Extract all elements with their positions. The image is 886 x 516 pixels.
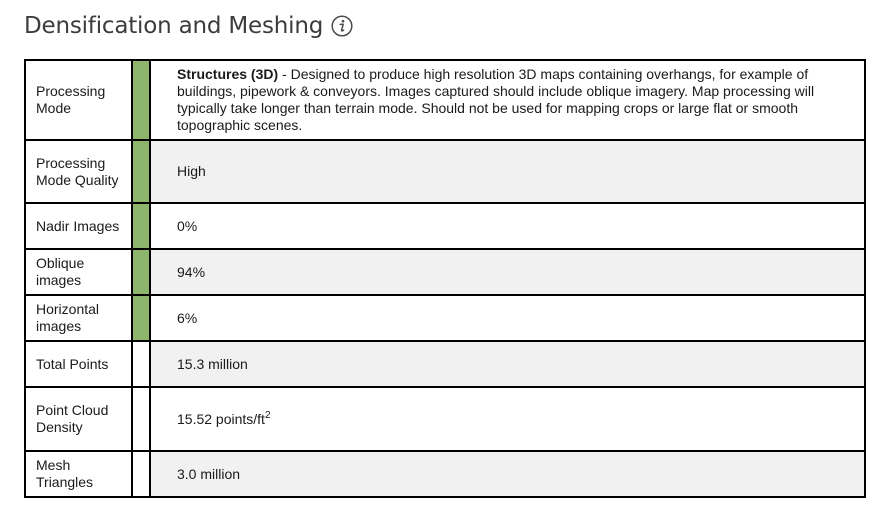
table-row: [25, 387, 865, 451]
row-marker: [132, 451, 150, 497]
processing-mode-description: - Designed to produce high resolution 3D maps containing overhangs, for example of buildings, pipework & conveyors. Images captured should include oblique imagery. Map processing will typically take longer than terrain mode. Should not be used for mapping crops or large flat or smooth topographic scenes.: [177, 66, 815, 133]
row-label: Point Cloud Density: [25, 387, 132, 451]
section-header: [24, 8, 353, 44]
row-marker: [132, 249, 150, 295]
row-label: Total Points: [25, 341, 132, 387]
row-value: High: [150, 140, 865, 203]
table-row: [25, 249, 865, 295]
density-value: 15.52 points/ft: [177, 410, 265, 427]
processing-mode-name: Structures (3D): [177, 66, 279, 82]
row-value: 94%: [150, 249, 865, 295]
table-row: [25, 203, 865, 249]
densification-table: [24, 59, 866, 498]
table-row: [25, 451, 865, 497]
row-value: 15.3 million: [150, 341, 865, 387]
row-value: [150, 60, 865, 140]
row-value: 0%: [150, 203, 865, 249]
row-marker: [132, 140, 150, 203]
table-row: [25, 60, 865, 140]
row-label: Nadir Images: [25, 203, 132, 249]
row-marker: [132, 295, 150, 341]
table-row: [25, 140, 865, 203]
info-icon[interactable]: [331, 15, 353, 37]
row-label: Oblique images: [25, 249, 132, 295]
row-label: Processing Mode: [25, 60, 132, 140]
row-value: 6%: [150, 295, 865, 341]
row-marker: [132, 387, 150, 451]
row-label: Mesh Triangles: [25, 451, 132, 497]
row-marker: [132, 60, 150, 140]
row-marker: [132, 203, 150, 249]
row-value: [150, 387, 865, 451]
table-row: [25, 295, 865, 341]
row-label: Processing Mode Quality: [25, 140, 132, 203]
table-row: [25, 341, 865, 387]
row-value: 3.0 million: [150, 451, 865, 497]
row-label: Horizontal images: [25, 295, 132, 341]
row-marker: [132, 341, 150, 387]
density-unit-exponent: 2: [264, 409, 271, 421]
section-title: Densification and Meshing: [24, 13, 324, 39]
